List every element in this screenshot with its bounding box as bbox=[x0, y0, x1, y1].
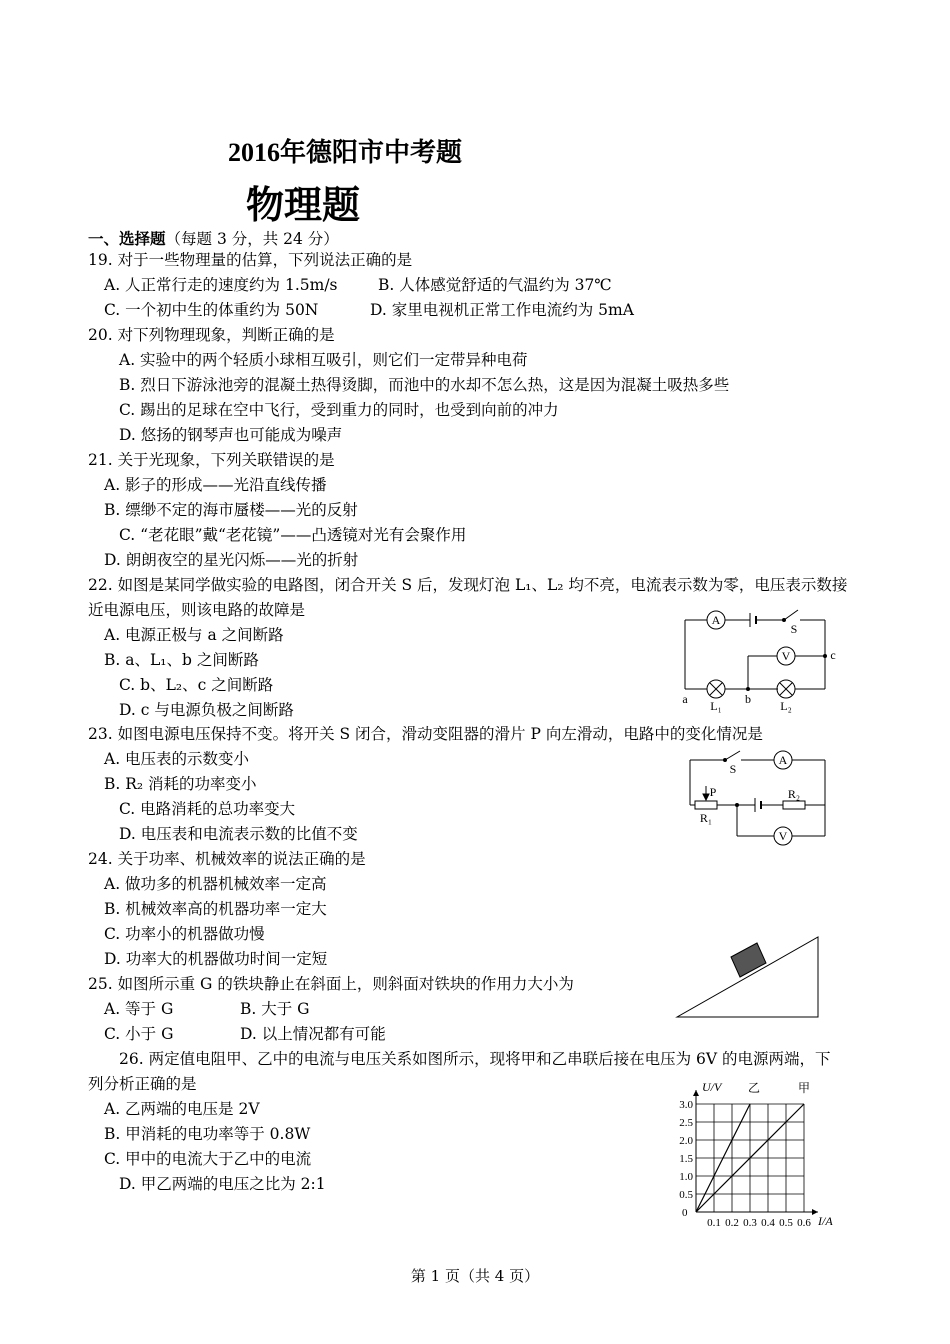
q20-option-b: B. 烈日下游泳池旁的混凝土热得烫脚，而池中的水却不怎么热，这是因为混凝土吸热多些 bbox=[119, 376, 730, 394]
q23-option-c: C. 电路消耗的总功率变大 bbox=[119, 800, 296, 818]
q22-label-ammeter: A bbox=[711, 613, 721, 627]
q23-option-d: D. 电压表和电流表示数的比值不变 bbox=[119, 825, 358, 843]
q21-option-c: C. “老花眼”戴“老花镜”——凸透镜对光有会聚作用 bbox=[119, 526, 467, 544]
exam-title: 2016年德阳市中考题 bbox=[228, 138, 463, 167]
q22-option-a: A. 电源正极与 a 之间断路 bbox=[104, 626, 284, 644]
q19-option-c: C. 一个初中生的体重约为 50N bbox=[104, 301, 319, 319]
q23-label-r2: R₂ bbox=[787, 787, 801, 801]
q22-label-a: a bbox=[682, 692, 688, 706]
q21-option-b: B. 缥缈不定的海市蜃楼——光的反射 bbox=[104, 501, 358, 519]
q22-label-l1: L₁ bbox=[710, 699, 722, 713]
page-footer: 第 1 页（共 4 页） bbox=[410, 1267, 540, 1285]
y-tick-label: 3.0 bbox=[679, 1099, 693, 1111]
question-22-stem-cont: 近电源电压，则该电路的故障是 bbox=[88, 601, 306, 619]
q22-option-b: B. a、L₁、b 之间断路 bbox=[104, 651, 259, 669]
x-tick-label: 0.5 bbox=[779, 1217, 793, 1229]
question-22-stem: 22. 如图是某同学做实验的电路图，闭合开关 S 后，发现灯泡 L₁、L₂ 均不亮，电流表示数为零，电压表示数接 bbox=[88, 576, 848, 594]
y-tick-label: 0.5 bbox=[679, 1189, 693, 1201]
question-19-stem: 19. 对于一些物理量的估算，下列说法正确的是 bbox=[88, 251, 413, 269]
q20-option-a: A. 实验中的两个轻质小球相互吸引，则它们一定带异种电荷 bbox=[119, 351, 528, 369]
subject-title: 物理题 bbox=[246, 183, 361, 227]
question-26-stem-cont: 列分析正确的是 bbox=[88, 1075, 197, 1093]
q23-option-b: B. R₂ 消耗的功率变小 bbox=[104, 775, 257, 793]
question-26-stem: 26. 两定值电阻甲、乙中的电流与电压关系如图所示，现将甲和乙串联后接在电压为 6V 的电源两端，下 bbox=[119, 1050, 831, 1068]
q23-label-r1: R₁ bbox=[699, 811, 713, 825]
section-title: 一、选择题 bbox=[88, 229, 166, 248]
y-tick-label: 2.5 bbox=[679, 1117, 693, 1129]
q23-label-voltmeter: V bbox=[778, 829, 788, 843]
q25-option-b: B. 大于 G bbox=[240, 1000, 310, 1018]
x-tick-label: 0.3 bbox=[743, 1217, 757, 1229]
question-23-stem: 23. 如图电源电压保持不变。将开关 S 闭合，滑动变阻器的滑片 P 向左滑动，电路中的变化情况是 bbox=[88, 725, 763, 743]
q24-option-a: A. 做功多的机器机械效率一定高 bbox=[104, 875, 327, 893]
q23-option-a: A. 电压表的示数变小 bbox=[104, 750, 250, 768]
iron-block bbox=[731, 943, 766, 977]
q23-circuit-diagram bbox=[685, 748, 835, 848]
y-axis-arrow bbox=[693, 1090, 699, 1096]
series-label-jia: 甲 bbox=[798, 1081, 811, 1095]
q21-option-a: A. 影子的形成——光沿直线传播 bbox=[104, 476, 327, 494]
section-heading bbox=[88, 227, 339, 249]
q25-option-a: A. 等于 G bbox=[104, 1000, 174, 1018]
section-note: （每题 3 分，共 24 分） bbox=[165, 230, 339, 248]
q22-option-d: D. c 与电源负极之间断路 bbox=[119, 701, 294, 719]
q26-option-b: B. 甲消耗的电功率等于 0.8W bbox=[104, 1125, 311, 1143]
y-tick-label: 2.0 bbox=[679, 1135, 693, 1147]
q21-option-d: D. 朗朗夜空的星光闪烁——光的折射 bbox=[104, 551, 359, 569]
x-tick-label: 0.1 bbox=[707, 1217, 721, 1229]
q19-option-a: A. 人正常行走的速度约为 1.5m/s bbox=[104, 276, 338, 294]
q24-option-b: B. 机械效率高的机器功率一定大 bbox=[104, 900, 327, 918]
q22-label-b: b bbox=[745, 692, 751, 706]
q24-option-c: C. 功率小的机器做功慢 bbox=[104, 925, 265, 943]
origin-label: 0 bbox=[682, 1207, 688, 1219]
q22-label-c: c bbox=[830, 648, 836, 662]
q20-option-c: C. 踢出的足球在空中飞行，受到重力的同时，也受到向前的冲力 bbox=[119, 401, 559, 419]
x-tick-label: 0.4 bbox=[761, 1217, 775, 1229]
question-20-stem: 20. 对下列物理现象，判断正确的是 bbox=[88, 326, 335, 344]
q22-label-switch: S bbox=[790, 622, 798, 636]
q26-option-a: A. 乙两端的电压是 2V bbox=[104, 1100, 260, 1118]
q22-option-c: C. b、L₂、c 之间断路 bbox=[119, 676, 274, 694]
q25-option-c: C. 小于 G bbox=[104, 1025, 174, 1043]
question-24-stem: 24. 关于功率、机械效率的说法正确的是 bbox=[88, 850, 366, 868]
q26-ui-graph bbox=[668, 1075, 848, 1230]
q25-incline-diagram bbox=[675, 935, 825, 1020]
y-tick-label: 1.0 bbox=[679, 1171, 693, 1183]
x-axis-label: I/A bbox=[818, 1214, 833, 1228]
y-axis-label: U/V bbox=[702, 1080, 722, 1094]
series-label-yi: 乙 bbox=[748, 1081, 761, 1095]
q22-label-l2: L₂ bbox=[780, 699, 792, 713]
q22-label-voltmeter: V bbox=[781, 649, 791, 663]
q25-option-d: D. 以上情况都有可能 bbox=[240, 1025, 386, 1043]
y-tick-label: 1.5 bbox=[679, 1153, 693, 1165]
question-21-stem: 21. 关于光现象，下列关联错误的是 bbox=[88, 451, 335, 469]
question-25-stem: 25. 如图所示重 G 的铁块静止在斜面上，则斜面对铁块的作用力大小为 bbox=[88, 975, 574, 993]
q26-option-d: D. 甲乙两端的电压之比为 2:1 bbox=[119, 1175, 326, 1193]
q23-label-switch: S bbox=[729, 762, 737, 776]
q23-label-ammeter: A bbox=[778, 753, 788, 767]
q24-option-d: D. 功率大的机器做功时间一定短 bbox=[104, 950, 328, 968]
q19-option-d: D. 家里电视机正常工作电流约为 5mA bbox=[370, 301, 634, 319]
x-tick-label: 0.6 bbox=[797, 1217, 811, 1229]
q23-label-slider: P bbox=[709, 785, 717, 799]
q22-circuit-diagram bbox=[680, 605, 840, 715]
q20-option-d: D. 悠扬的钢琴声也可能成为噪声 bbox=[119, 426, 343, 444]
x-tick-label: 0.2 bbox=[725, 1217, 739, 1229]
q19-option-b: B. 人体感觉舒适的气温约为 37℃ bbox=[378, 276, 612, 294]
q26-option-c: C. 甲中的电流大于乙中的电流 bbox=[104, 1150, 312, 1168]
